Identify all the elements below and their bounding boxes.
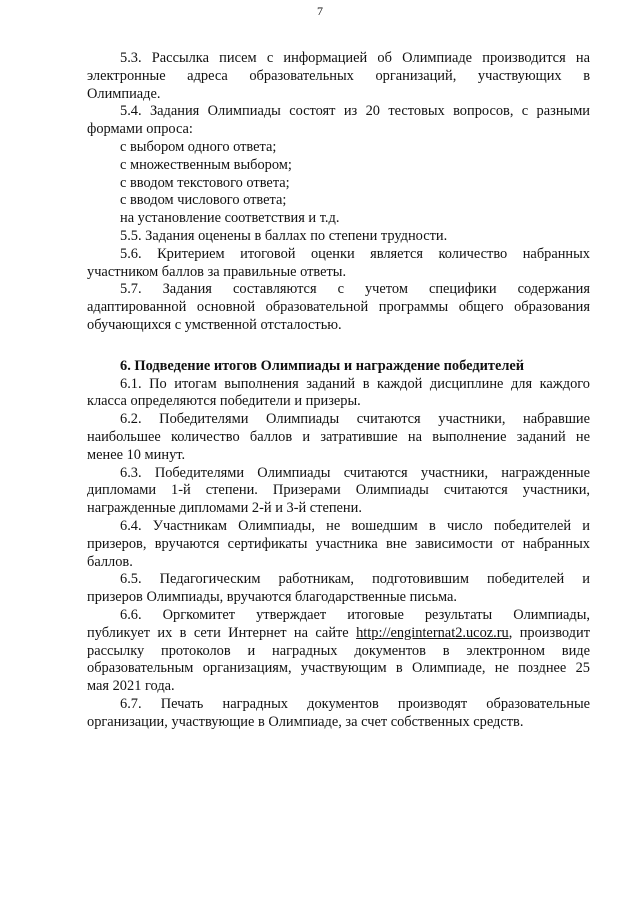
paragraph-6-2-line-3: менее 10 минут. (87, 446, 186, 463)
paragraph-6-3-line-1: 6.3. Победителями Олимпиады считаются участники, награжденные (120, 464, 590, 481)
paragraph-6-6-line-4: образовательным организациям, участвующим в Олимпиаде, не позднее 25 (87, 660, 590, 677)
paragraph-6-3-line-3: награжденные дипломами 2-й и 3-й степени. (87, 500, 362, 517)
paragraph-5-3-line-3: Олимпиаде. (87, 85, 161, 102)
paragraph-5-3-line-2: электронные адреса образовательных организаций, участвующих в (87, 67, 590, 84)
page-number: 7 (317, 4, 323, 18)
section-6-heading: 6. Подведение итогов Олимпиады и награждение победителей (120, 357, 525, 374)
paragraph-5-4-line-1: 5.4. Задания Олимпиады состоят из 20 тестовых вопросов, с разными (120, 103, 590, 120)
paragraph-6-3-line-2: дипломами 1-й степени. Призерами Олимпиады считаются участники, (87, 482, 590, 499)
paragraph-6-5-line-2: призеров Олимпиады, вручаются благодарственные письма. (87, 589, 457, 606)
website-link[interactable]: http://enginternat2.ucoz.ru (356, 624, 509, 641)
paragraph-5-3-line-1: 5.3. Рассылка писем с информацией об Олимпиаде производится на (120, 50, 590, 66)
list-item: с множественным выбором; (120, 156, 292, 173)
list-item: с вводом числового ответа; (120, 192, 287, 209)
paragraph-5-5: 5.5. Задания оценены в баллах по степени трудности. (120, 227, 448, 244)
paragraph-6-7-line-2: организации, участвующие в Олимпиаде, за счет собственных средств. (87, 713, 524, 730)
paragraph-6-6-line-1: 6.6. Оргкомитет утверждает итоговые результаты Олимпиады, (120, 606, 590, 623)
list-item: с выбором одного ответа; (120, 138, 277, 155)
paragraph-6-2-line-1: 6.2. Победителями Олимпиады считаются участники, набравшие (120, 411, 590, 428)
paragraph-6-1-line-1: 6.1. По итогам выполнения заданий в каждой дисциплине для каждого (120, 375, 590, 392)
paragraph-5-4-line-2: формами опроса: (87, 121, 193, 138)
paragraph-6-4-line-1: 6.4. Участникам Олимпиады, не вошедшим в число победителей и (120, 517, 590, 534)
paragraph-5-7-line-3: обучающихся с умственной отсталостью. (87, 316, 342, 333)
paragraph-6-6-text: , производит (508, 624, 590, 641)
list-item: с вводом текстового ответа; (120, 174, 290, 191)
paragraph-5-6-line-2: участником баллов за правильные ответы. (87, 263, 347, 280)
list-item: на установление соответствия и т.д. (120, 210, 340, 227)
paragraph-5-6-line-1: 5.6. Критерием итоговой оценки является количество набранных (120, 245, 590, 262)
paragraph-6-6-line-3: рассылку протоколов и наградных документов в электронном виде (87, 642, 590, 659)
paragraph-5-7-line-2: адаптированной основной образовательной программы общего образования (87, 299, 590, 316)
paragraph-6-1-line-2: класса определяются победители и призеры. (87, 393, 361, 410)
paragraph-6-7-line-1: 6.7. Печать наградных документов производят образовательные (120, 695, 590, 712)
paragraph-6-4-line-3: баллов. (87, 553, 133, 570)
paragraph-5-7-line-1: 5.7. Задания составляются с учетом специфики содержания (120, 281, 590, 298)
paragraph-6-2-line-2: наибольшее количество баллов и затратившие на выполнение заданий не (87, 428, 590, 445)
paragraph-6-5-line-1: 6.5. Педагогическим работникам, подготовившим победителей и (120, 571, 590, 588)
paragraph-6-6-text: публикует их в сети Интернет на сайте (87, 624, 357, 641)
document-body (87, 50, 590, 731)
paragraph-6-6-line-5: мая 2021 года. (87, 678, 175, 695)
paragraph-6-6-line-2 (87, 625, 590, 643)
paragraph-6-4-line-2: призеров, вручаются сертификаты участника вне зависимости от набранных (87, 535, 590, 552)
